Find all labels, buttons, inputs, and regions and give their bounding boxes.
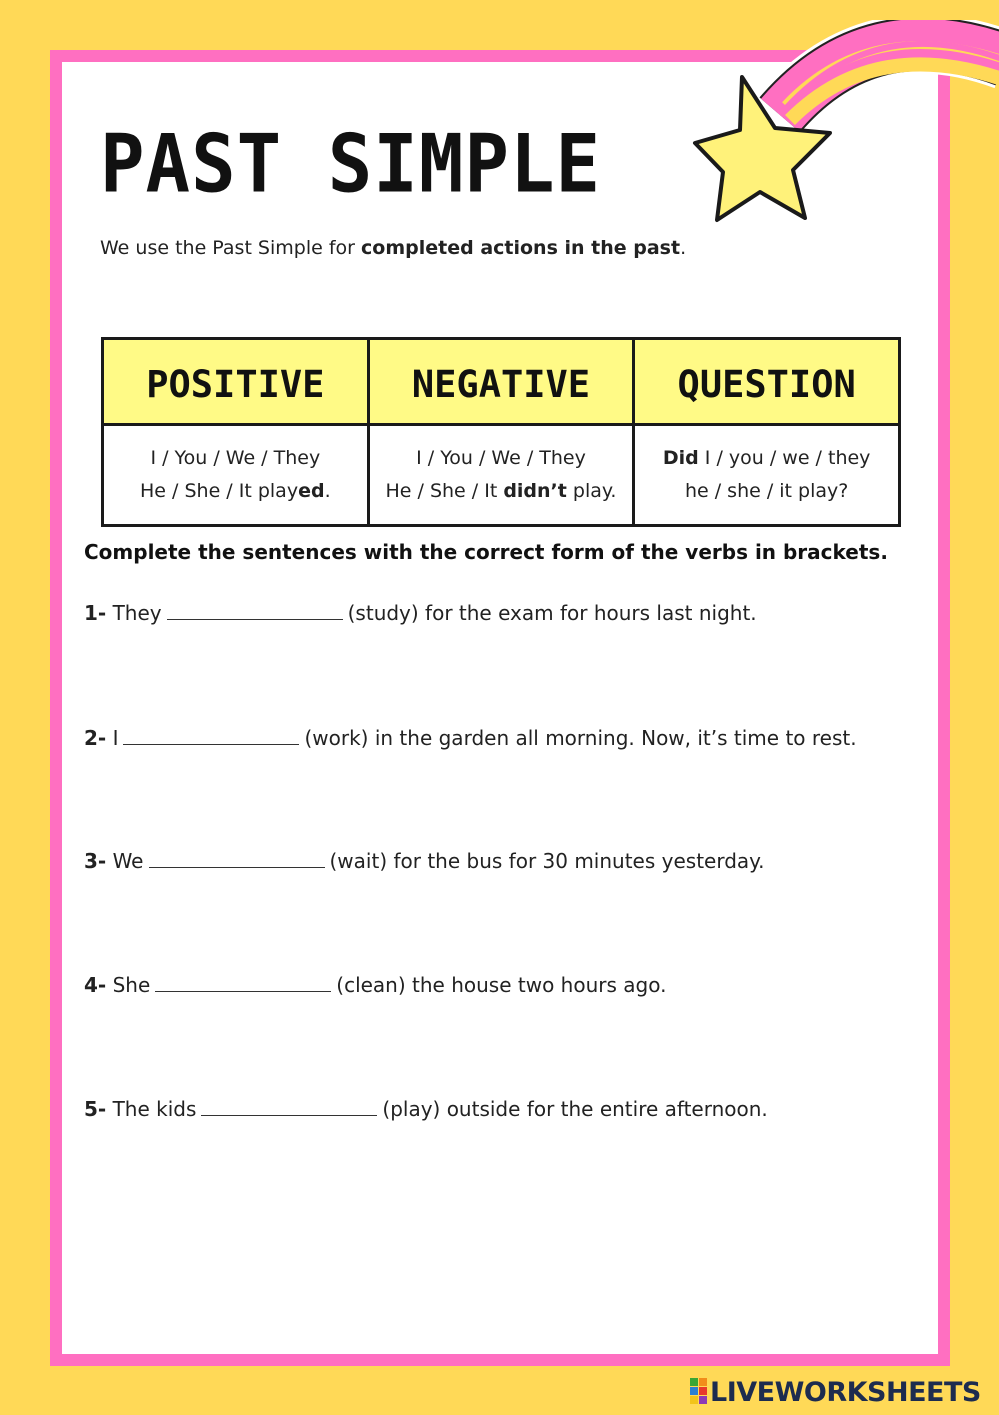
grammar-table xyxy=(101,337,901,527)
answer-blank[interactable] xyxy=(201,1099,377,1116)
answer-blank[interactable] xyxy=(123,728,299,745)
question-item: 5- The kids (play) outside for the entire afternoon. xyxy=(84,1097,768,1121)
cell-question: Did I / you / we / they he / she / it play? xyxy=(634,425,900,526)
answer-blank[interactable] xyxy=(149,851,325,868)
header-question: QUESTION xyxy=(634,339,900,425)
question-item: 1- They (study) for the exam for hours last night. xyxy=(84,601,757,625)
cell-negative: I / You / We / They He / She / It didn’t play. xyxy=(368,425,634,526)
liveworksheets-logo-icon xyxy=(690,1378,708,1406)
intro-text: We use the Past Simple for completed actions in the past. xyxy=(100,237,687,259)
brand-watermark[interactable] xyxy=(690,1375,981,1409)
header-negative: NEGATIVE xyxy=(368,339,634,425)
answer-blank[interactable] xyxy=(155,975,331,992)
instructions: Complete the sentences with the correct form of the verbs in brackets. xyxy=(84,540,888,564)
brand-name: LIVEWORKSHEETS xyxy=(710,1376,981,1408)
header-positive: POSITIVE xyxy=(103,339,369,425)
cell-positive: I / You / We / They He / She / It played. xyxy=(103,425,369,526)
question-item: 2- I (work) in the garden all morning. Now, it’s time to rest. xyxy=(84,726,857,750)
page-title: PAST SIMPLE xyxy=(100,118,602,211)
shooting-star-rainbow-icon xyxy=(680,20,999,250)
question-item: 3- We (wait) for the bus for 30 minutes yesterday. xyxy=(84,849,765,873)
answer-blank[interactable] xyxy=(167,603,343,620)
question-item: 4- She (clean) the house two hours ago. xyxy=(84,973,667,997)
